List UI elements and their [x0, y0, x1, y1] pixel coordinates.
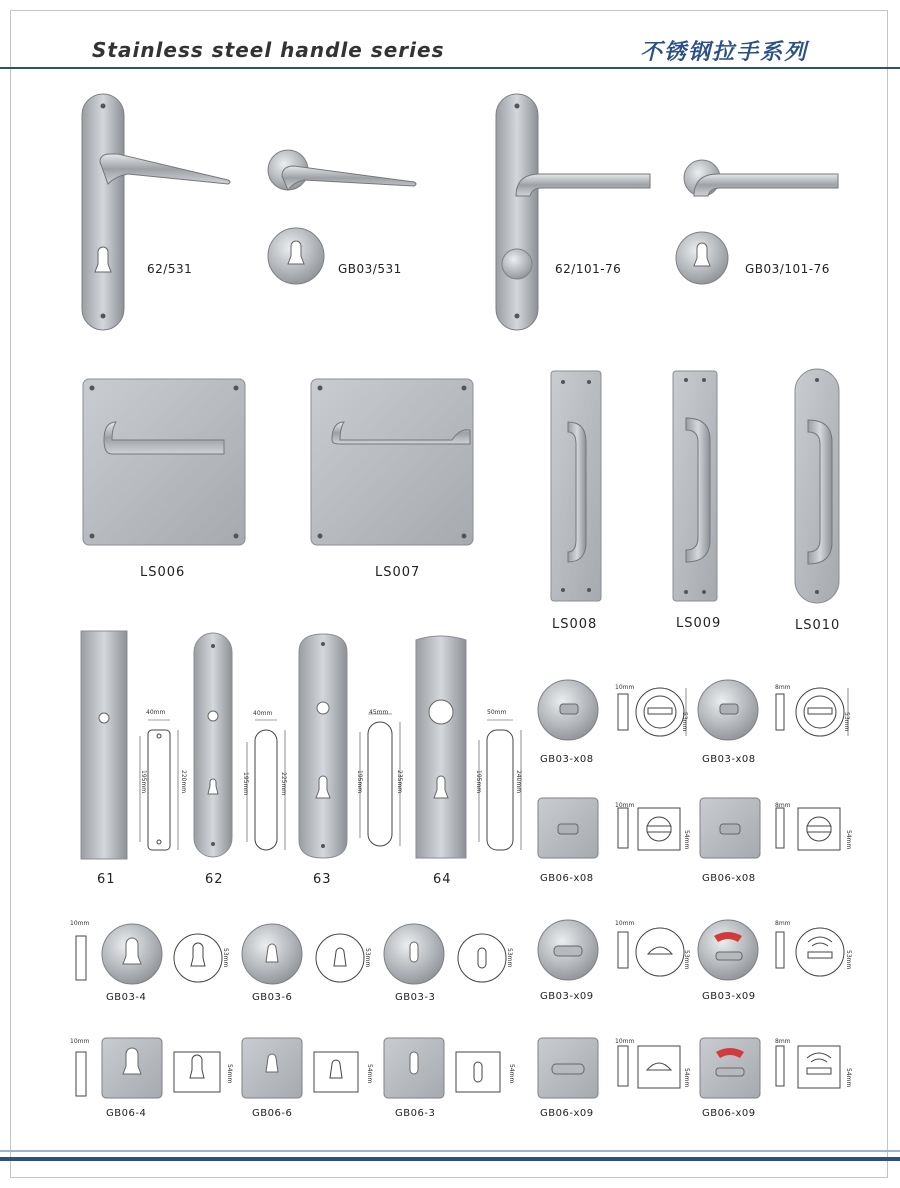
dim-esc-r1-t: 10mm	[70, 920, 90, 927]
dim-esc3-h: 53mm	[506, 948, 513, 968]
dim-61-h2: 220mm	[180, 770, 187, 794]
label-63: 63	[313, 872, 332, 887]
dim-b2-t: 8mm	[775, 802, 791, 809]
label-gb06-x09-a: GB06-x09	[540, 1108, 594, 1119]
plate-61-image	[80, 630, 190, 862]
dim-62-width: 40mm	[253, 710, 273, 717]
label-64: 64	[433, 872, 452, 887]
handle-62-101-76-image	[494, 92, 854, 332]
page-title: Stainless steel handle series	[92, 38, 445, 62]
label-ls008: LS008	[552, 617, 598, 632]
dim-b2-h: 54mm	[845, 830, 852, 850]
dim-esc6-h: 54mm	[508, 1064, 515, 1084]
dim-61-width: 40mm	[146, 709, 166, 716]
dim-63-h2: 235mm	[396, 770, 403, 794]
handle-ls009-image	[672, 370, 718, 602]
dim-63-h1: 195mm	[356, 770, 363, 794]
dim-c2-h: 53mm	[845, 950, 852, 970]
label-gb03-101-76: GB03/101-76	[745, 262, 830, 276]
page-title-cn: 不锈钢拉手系列	[640, 40, 809, 65]
dim-c1-h: 53mm	[683, 950, 690, 970]
dim-a1-h: 53mm	[681, 712, 688, 732]
dim-64-width: 50mm	[487, 709, 507, 716]
label-gb06-4: GB06-4	[106, 1108, 147, 1119]
footer-rule-top	[0, 1150, 900, 1152]
label-gb06-x09-b: GB06-x09	[702, 1108, 756, 1119]
label-gb06-6: GB06-6	[252, 1108, 293, 1119]
thumbturn-gb06-x09-a-image	[536, 1036, 696, 1104]
dim-c2-t: 8mm	[775, 920, 791, 927]
dim-d2-h: 54mm	[845, 1068, 852, 1088]
header-rule	[0, 67, 900, 69]
thumbturn-gb06-x09-b-image	[698, 1036, 858, 1104]
plate-63-image	[298, 632, 414, 860]
label-gb03-531: GB03/531	[338, 262, 402, 276]
label-gb03-4: GB03-4	[106, 992, 147, 1003]
label-gb03-x08-b: GB03-x08	[702, 754, 756, 765]
dim-c1-t: 10mm	[615, 920, 635, 927]
label-ls006: LS006	[140, 565, 186, 580]
dim-62-h2: 225mm	[280, 772, 287, 796]
dim-d1-h: 54mm	[683, 1068, 690, 1088]
label-gb06-3: GB06-3	[395, 1108, 436, 1119]
thumbturn-gb03-x09-b-image	[698, 918, 858, 990]
dim-b1-t: 10mm	[615, 802, 635, 809]
plate-62-image	[193, 632, 303, 860]
dim-64-h2: 240mm	[515, 770, 522, 794]
label-62: 62	[205, 872, 224, 887]
label-62-531: 62/531	[147, 262, 193, 276]
dim-64-h1: 195mm	[475, 770, 482, 794]
dim-b1-h: 54mm	[683, 830, 690, 850]
label-62-101-76: 62/101-76	[555, 262, 622, 276]
dim-esc1-h: 53mm	[222, 948, 229, 968]
dim-esc5-h: 54mm	[366, 1064, 373, 1084]
handle-ls010-image	[794, 368, 840, 604]
label-gb03-6: GB03-6	[252, 992, 293, 1003]
label-ls009: LS009	[676, 616, 722, 631]
dim-63-width: 45mm	[369, 709, 389, 716]
escutcheon-gb06-4-image	[68, 1036, 238, 1104]
dim-a1-t: 10mm	[615, 684, 635, 691]
label-ls010: LS010	[795, 618, 841, 633]
label-gb06-x08-b: GB06-x08	[702, 873, 756, 884]
dim-62-h1: 195mm	[242, 772, 249, 796]
label-gb03-x09-a: GB03-x09	[540, 991, 594, 1002]
dim-d1-t: 10mm	[615, 1038, 635, 1045]
handle-ls007-image	[310, 378, 474, 546]
label-ls007: LS007	[375, 565, 421, 580]
escutcheon-gb03-4-image	[68, 920, 238, 992]
dim-d2-t: 8mm	[775, 1038, 791, 1045]
dim-a2-t: 8mm	[775, 684, 791, 691]
label-gb03-3: GB03-3	[395, 992, 436, 1003]
dim-61-h1: 195mm	[140, 770, 147, 794]
handle-ls006-image	[82, 378, 246, 546]
label-61: 61	[97, 872, 116, 887]
label-gb06-x08-a: GB06-x08	[540, 873, 594, 884]
label-gb03-x08-a: GB03-x08	[540, 754, 594, 765]
dim-esc2-h: 53mm	[364, 948, 371, 968]
dim-esc-r2-t: 10mm	[70, 1038, 90, 1045]
dim-a2-h: 53mm	[843, 712, 850, 732]
label-gb03-x09-b: GB03-x09	[702, 991, 756, 1002]
footer-rule-bottom	[0, 1157, 900, 1161]
dim-esc4-h: 54mm	[226, 1064, 233, 1084]
handle-62-531-image	[80, 92, 240, 332]
thumbturn-gb03-x09-a-image	[536, 918, 696, 990]
handle-ls008-image	[550, 370, 602, 602]
plate-64-image	[415, 630, 535, 862]
